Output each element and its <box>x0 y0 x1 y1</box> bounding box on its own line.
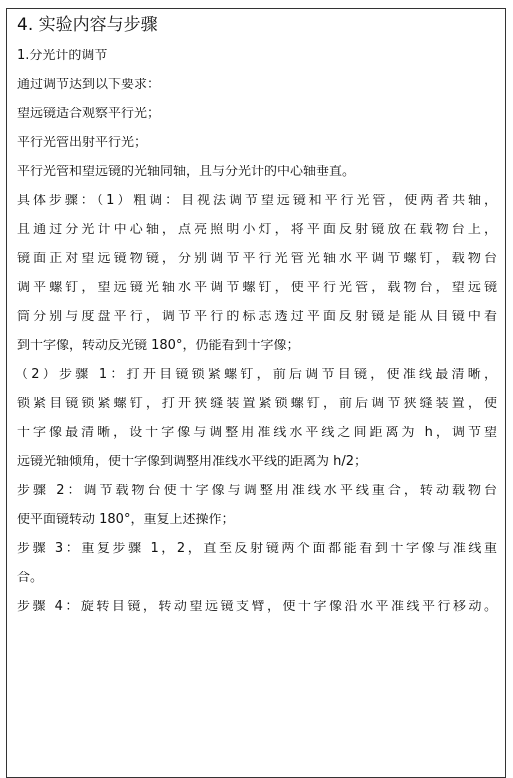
text-line-3: 望远镜适合观察平行光； <box>17 107 161 121</box>
text-line-10: 筒分别与度盘平行，调节平行的标志透过平面反射镜是能从目镜中看 <box>17 310 497 324</box>
text-line-14: 十字像最清晰，设十字像与调整用准线水平线之间距离为 h，调节望 <box>17 426 497 440</box>
text-line-15: 远镜光轴倾角，使十字像到调整用准线水平线的距离为 h/2； <box>17 455 368 469</box>
text-line-7: 且通过分光计中心轴，点亮照明小灯，将平面反射镜放在载物台上， <box>17 223 497 237</box>
text-line-20: 步骤 4：旋转目镜，转动望远镜支臂，使十字像沿水平准线平行移动。 <box>17 600 497 614</box>
text-line-9: 调平螺钉，望远镜光轴水平调节螺钉，使平行光管，载物台，望远镜 <box>17 281 497 295</box>
text-line-18: 步骤 3：重复步骤 1，2，直至反射镜两个面都能看到十字像与准线重 <box>17 542 497 556</box>
text-line-16: 步骤 2：调节载物台使十字像与调整用准线水平线重合，转动载物台 <box>17 484 497 498</box>
text-line-8: 镜面正对望远镜物镜，分别调节平行光管光轴水平调节螺钉，载物台 <box>17 252 497 266</box>
text-line-4: 平行光管出射平行光； <box>17 136 148 150</box>
text-line-13: 锁紧目镜锁紧螺钉，打开狭缝装置紧锁螺钉，前后调节狭缝装置，使 <box>17 397 497 411</box>
section-heading: 4. 实验内容与步骤 <box>17 15 158 35</box>
document-frame <box>6 8 506 778</box>
text-line-1: 1.分光计的调节 <box>17 49 108 63</box>
text-line-2: 通过调节达到以下要求： <box>17 78 161 92</box>
text-line-17: 使平面镜转动 180°，重复上述操作； <box>17 513 235 527</box>
text-line-5: 平行光管和望远镜的光轴同轴，且与分光计的中心轴垂直。 <box>17 165 356 179</box>
text-line-11: 到十字像，转动反光镜 180°，仍能看到十字像； <box>17 339 300 353</box>
text-line-19: 合。 <box>17 571 44 585</box>
text-line-12: （2）步骤 1：打开目镜锁紧螺钉，前后调节目镜，使准线最清晰， <box>15 368 497 382</box>
text-line-6: 具体步骤：（1）粗调：目视法调节望远镜和平行光管，使两者共轴， <box>17 194 497 208</box>
